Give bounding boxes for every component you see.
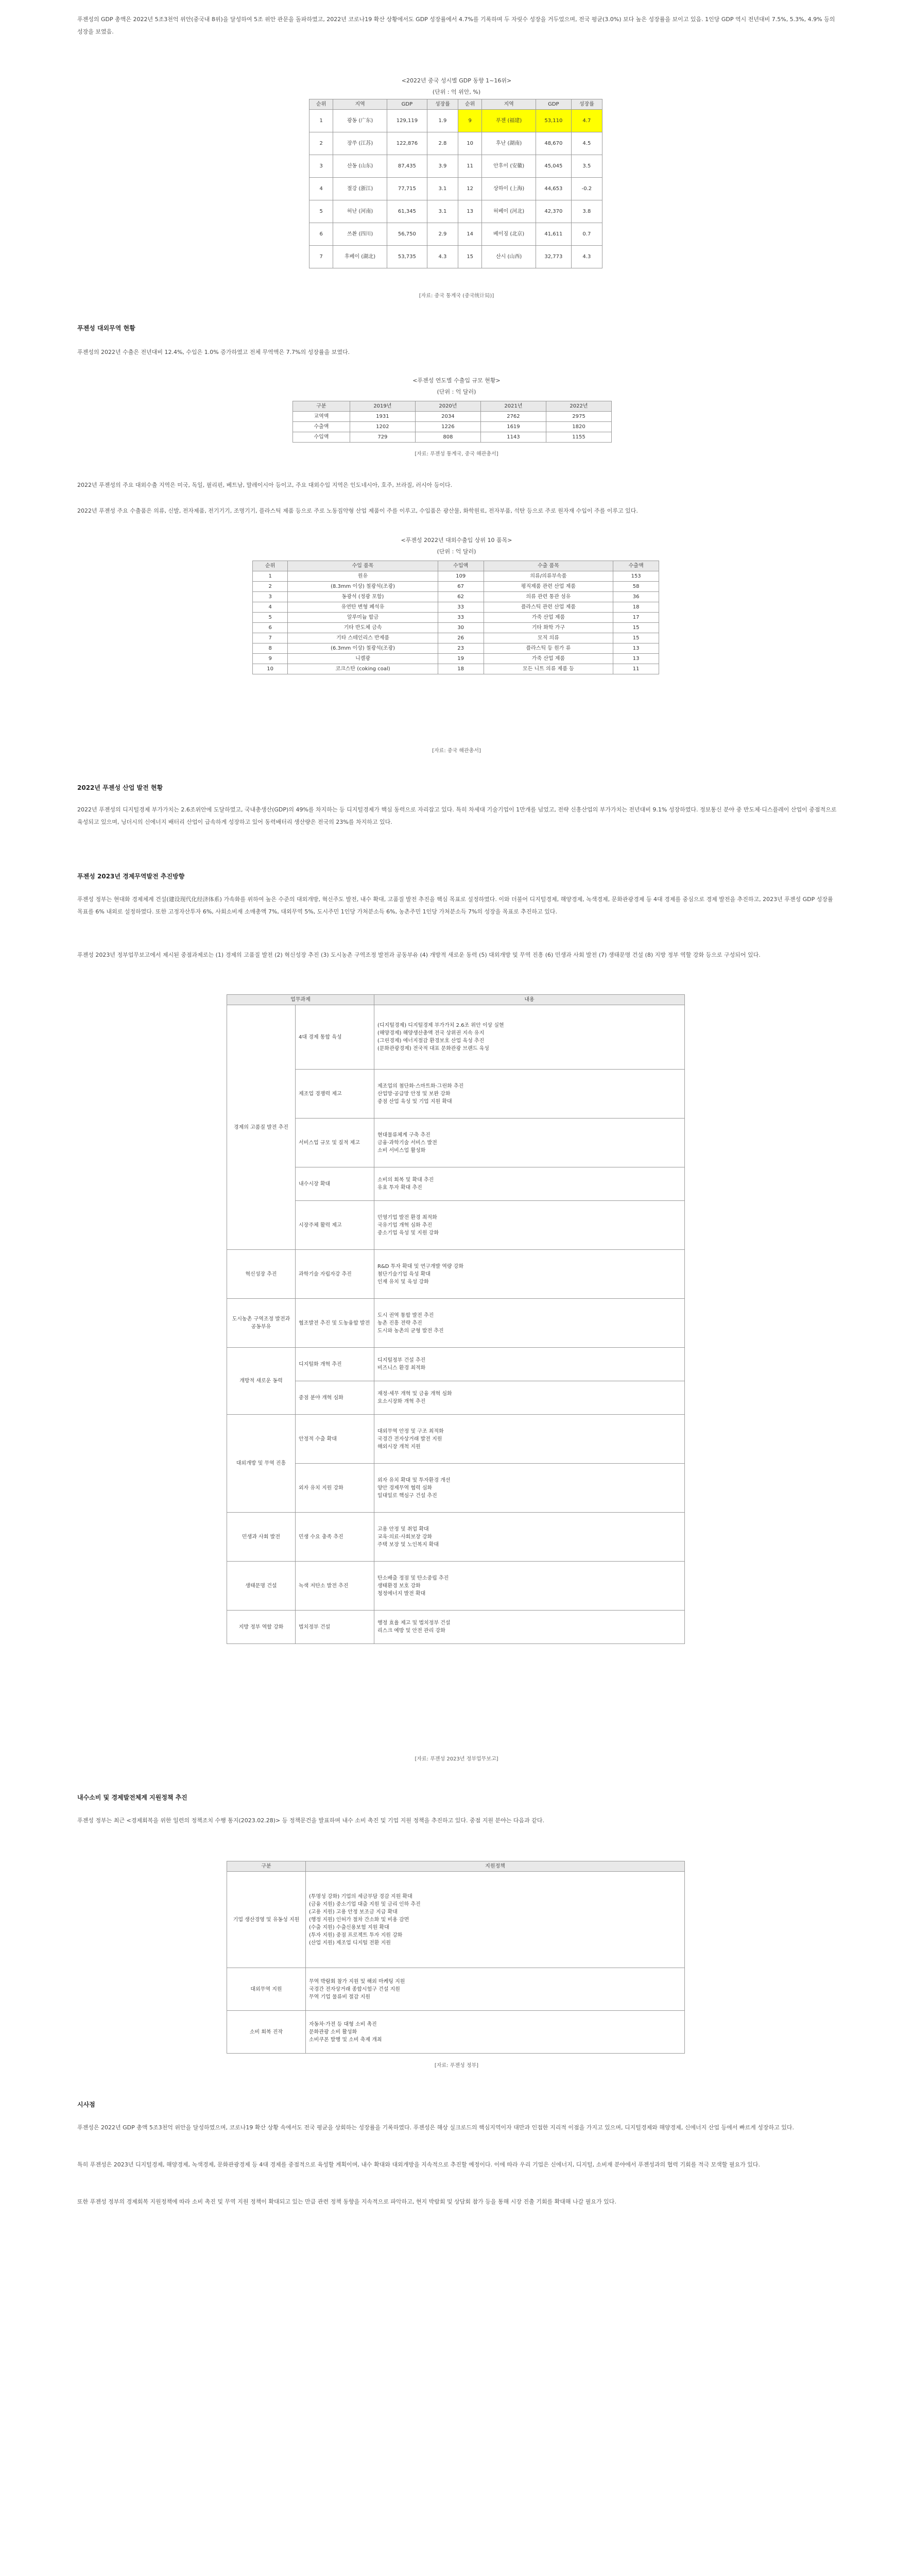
plan-table [227, 994, 685, 1644]
table-cell: 109 [438, 571, 484, 582]
table-cell: 8 [253, 643, 288, 654]
column-header: 지역 [482, 99, 536, 110]
plan-subcategory: 협조발전 추진 및 도농융합 발전 [296, 1299, 374, 1348]
plan-content: 제조업의 첨단화·스마트화·그린화 추진 산업망·공급망 안정 및 보완 강화 중점 산업 육성 및 기업 지원 확대 [374, 1070, 685, 1118]
table-row [227, 1005, 685, 1070]
implications-heading: 시사점 [77, 2101, 95, 2108]
column-header: 순위 [458, 99, 482, 110]
plan-subcategory: 과학기술 자립자강 추진 [296, 1250, 374, 1299]
table-row [227, 1513, 685, 1562]
table-cell: 1820 [546, 422, 611, 432]
plan-subcategory: 제조업 경쟁력 제고 [296, 1070, 374, 1118]
trade-table-caption: <푸젠성 연도별 수출입 규모 현황> [412, 377, 501, 384]
table-cell: 산동 (山东) [333, 155, 387, 178]
table-cell: 15 [458, 246, 482, 268]
table-cell: 안후이 (安徽) [482, 155, 536, 178]
table-row [227, 1415, 685, 1464]
column-header: 2021년 [480, 401, 546, 412]
table-cell: 2.8 [427, 132, 458, 155]
trade-table-source: [자료: 푸젠성 통계국, 중국 해관총서] [415, 451, 498, 457]
table-cell: 수입액 [293, 432, 350, 443]
table-cell: 9 [253, 654, 288, 664]
table-cell: 17 [613, 613, 659, 623]
column-header: 업무과제 [227, 995, 374, 1005]
table-cell: 산시 (山西) [482, 246, 536, 268]
table-cell: 14 [458, 223, 482, 246]
table-row [309, 246, 602, 268]
table-row [227, 1201, 685, 1250]
table-row [227, 1299, 685, 1348]
table-cell: 동광석 (정광 포함) [288, 592, 438, 602]
plan-table-source: [자료: 푸젠성 2023년 정부업무보고] [415, 1756, 498, 1762]
table-row [253, 633, 659, 643]
gdp-table [309, 99, 602, 268]
table-cell: 4 [309, 178, 333, 200]
column-header: 구분 [293, 401, 350, 412]
plan-content: 대외무역 안정 및 구조 최적화 국경간 전자상거래 발전 지원 해외시장 개척 지원 [374, 1415, 685, 1464]
trade-paragraph-2: 2022년 푸젠성의 주요 대외수출 지역은 미국, 독일, 필리핀, 베트남, 말레이시아 등이고, 주요 대외수입 지역은 인도네시아, 호주, 브라질, 러시아 등이다. [77, 482, 453, 488]
table-cell: 4.7 [571, 110, 602, 132]
table-cell: 3.1 [427, 178, 458, 200]
table-row [253, 613, 659, 623]
table-cell: 모직 의류 [484, 633, 613, 643]
policy-paragraph: 푸젠성 정부는 최근 <경제회복을 위한 일련의 정책조치 수행 통지(2023.02.28)> 등 정책문건을 발표하며 내수 소비 촉진 및 기업 지원 정책을 추진하고 있다. 중점 지원 분야는 다음과 같다. [77, 1817, 544, 1824]
plan-category: 생태문명 건설 [227, 1562, 296, 1611]
table-cell: 26 [438, 633, 484, 643]
table-row [227, 1872, 685, 1968]
table-row [253, 664, 659, 674]
table-row [309, 178, 602, 200]
table-row [227, 1070, 685, 1118]
table-cell: 1202 [350, 422, 415, 432]
column-header: 수입액 [438, 561, 484, 571]
plan-heading: 푸젠성 2023년 경제무역발전 추진방향 [77, 873, 185, 880]
plan-category: 도시농촌 구역조정 발전과 공동부유 [227, 1299, 296, 1348]
table-cell: 푸젠 (福建) [482, 110, 536, 132]
plan-paragraph-2: 푸젠성 2023년 정부업무보고에서 제시된 중점과제로는 (1) 경제의 고품질 발전 (2) 혁신성장 추진 (3) 도시농촌 구역조정 발전과 공동부유 (4) 개방적 새로운 동력 (5) 대외개방 및 무역 진흥 (6) 민생과 사회 발전 (7) 생태문명 건설 (8) 지방 정부 역할 강화 등으로 구성되어 있다. [77, 952, 761, 958]
table-cell: (6.3mm 이상) 철광석(조광) [288, 643, 438, 654]
table-cell: 13 [613, 654, 659, 664]
table-row [227, 1250, 685, 1299]
table-cell: 122,876 [387, 132, 427, 155]
table-cell: 4 [253, 602, 288, 613]
table-cell: 1226 [415, 422, 480, 432]
table-cell: 기타 화학 가구 [484, 623, 613, 633]
table-cell: 53,110 [536, 110, 571, 132]
table-cell: 허난 (河南) [333, 200, 387, 223]
table-cell: 2975 [546, 412, 611, 422]
table-cell: 19 [438, 654, 484, 664]
table-cell: 56,750 [387, 223, 427, 246]
plan-content: 외자 유치 확대 및 투자환경 개선 양안 경제무역 협력 심화 일대일로 핵심구 건설 추진 [374, 1464, 685, 1513]
items-table-caption: <푸젠성 2022년 대외수출입 상위 10 품목> [401, 537, 512, 544]
table-row [293, 412, 612, 422]
table-cell: 45,045 [536, 155, 571, 178]
gdp-table-source: [자료: 중국 통계국 (중국统计局)] [419, 293, 494, 299]
table-cell: 3.1 [427, 200, 458, 223]
table-cell: 의류 관련 통관 섬유 [484, 592, 613, 602]
table-cell: 허베이 (河北) [482, 200, 536, 223]
table-cell: 수출액 [293, 422, 350, 432]
plan-content: 도시 권역 통합 발전 추진 농촌 진흥 전략 추진 도시와 농촌의 균형 발전 추진 [374, 1299, 685, 1348]
policy-content: 자동차·가전 등 대형 소비 촉진 문화관광 소비 활성화 소비쿠폰 발행 및 소비 축제 개최 [306, 2011, 685, 2054]
table-cell: 의류/의류부속품 [484, 571, 613, 582]
plan-category: 경제의 고품질 발전 추진 [227, 1005, 296, 1250]
table-cell: 베이징 (北京) [482, 223, 536, 246]
plan-subcategory: 법치정부 건설 [296, 1611, 374, 1644]
table-row [309, 155, 602, 178]
plan-content: 디지털정부 건설 추진 비즈니스 환경 최적화 [374, 1348, 685, 1381]
plan-subcategory: 중점 분야 개혁 심화 [296, 1381, 374, 1415]
table-cell: 장쑤 (江苏) [333, 132, 387, 155]
table-row [309, 110, 602, 132]
table-cell: 53,735 [387, 246, 427, 268]
table-cell: 기타 스테인리스 반제품 [288, 633, 438, 643]
plan-subcategory: 서비스업 규모 및 질적 제고 [296, 1118, 374, 1167]
table-cell: 2 [309, 132, 333, 155]
table-cell: 1155 [546, 432, 611, 443]
table-cell: 가죽 산업 제품 [484, 654, 613, 664]
trade-paragraph-1: 푸젠성의 2022년 수출은 전년대비 12.4%, 수입은 1.0% 증가하였고 전체 무역액은 7.7%의 성장률을 보였다. [77, 349, 350, 355]
table-row [227, 1464, 685, 1513]
table-cell: 23 [438, 643, 484, 654]
table-cell: 15 [613, 633, 659, 643]
plan-content: R&D 투자 확대 및 연구개발 역량 강화 첨단기술기업 육성 확대 인재 유치 및 육성 강화 [374, 1250, 685, 1299]
plan-subcategory: 4대 경제 통합 육성 [296, 1005, 374, 1070]
table-cell: 가죽 산업 제품 [484, 613, 613, 623]
table-row [227, 2011, 685, 2054]
gdp-table-caption: <2022년 중국 성시별 GDP 동향 1~16위> [401, 77, 512, 84]
table-row [227, 1348, 685, 1381]
table-cell: 18 [438, 664, 484, 674]
trade-paragraph-3: 2022년 푸젠성 주요 수출품은 의류, 신발, 전자제품, 전기기기, 조명기기, 플라스틱 제품 등으로 주로 노동집약형 산업 제품이 주를 이루고, 수입품은 광산물, 화학원료, 전자부품, 석탄 등으로 주로 원자재 수입이 주를 이루고 있다. [77, 507, 638, 514]
table-cell: 5 [253, 613, 288, 623]
table-row [227, 1118, 685, 1167]
table-cell: 광동 (广东) [333, 110, 387, 132]
table-row [227, 1562, 685, 1611]
table-cell: (8.3mm 이상) 철광석(조광) [288, 582, 438, 592]
table-cell: 교역액 [293, 412, 350, 422]
table-row [293, 432, 612, 443]
table-row [309, 200, 602, 223]
gdp-table-unit: (단위 : 억 위안, %) [432, 89, 481, 95]
table-cell: 13 [613, 643, 659, 654]
column-header: 순위 [253, 561, 288, 571]
table-cell: 2762 [480, 412, 546, 422]
policy-content: 무역 박람회 참가 지원 및 해외 마케팅 지원 국경간 전자상거래 종합시험구 건설 지원 무역 기업 물류비 절감 지원 [306, 1968, 685, 2011]
table-cell: 2.9 [427, 223, 458, 246]
table-cell: 7 [309, 246, 333, 268]
industry-paragraph: 2022년 푸젠성의 디지털경제 부가가치는 2.6조위안에 도달하였고, 국내총생산(GDP)의 49%를 차지하는 등 디지털경제가 핵심 동력으로 자리잡고 있다. 특히 차세대 기술기업이 1만개를 넘었고, 전략 신흥산업의 부가가치는 전년대비 9.1% 성장하였다. 정보통신 분야 중 반도체·디스플레이 산업이 중점적으로 육성되고 있으며, 닝더시의 신에너지 배터리 산업이 급속하게 성장하고 있어 동력배터리 생산량은 전국의 23%를 차지하고 있다. [77, 806, 837, 825]
table-cell: 1.9 [427, 110, 458, 132]
column-header: 2019년 [350, 401, 415, 412]
table-row [253, 623, 659, 633]
plan-content: 고용 안정 및 취업 확대 교육·의료·사회보장 강화 주택 보장 및 노인복지 확대 [374, 1513, 685, 1562]
table-cell: 58 [613, 582, 659, 592]
table-row [253, 571, 659, 582]
items-table-source: [자료: 중국 해관총서] [432, 748, 481, 754]
table-cell: 3.9 [427, 155, 458, 178]
table-cell: 5 [309, 200, 333, 223]
plan-subcategory: 내수시장 확대 [296, 1167, 374, 1201]
table-cell: 1143 [480, 432, 546, 443]
plan-subcategory: 민생 수요 충족 추진 [296, 1513, 374, 1562]
plan-content: (디지털경제) 디지털경제 부가가치 2.6조 위안 이상 실현 (해양경제) 해양생산총액 전국 상위권 지속 유지 (그린경제) 에너지절감 환경보호 산업 육성 추진 (문화관광경제) 전국적 대표 문화관광 브랜드 육성 [374, 1005, 685, 1070]
column-header: 지역 [333, 99, 387, 110]
table-cell: 77,715 [387, 178, 427, 200]
plan-paragraph-1: 푸젠성 정부는 현대화 경제체계 건설(建设现代化经济体系) 가속화를 위하여 높은 수준의 대외개방, 혁신주도 발전, 내수 확대, 고품질 발전 추진을 핵심 목표로 설정하였다. 이와 더불어 디지털경제, 해양경제, 녹색경제, 문화관광경제 등 4대 경제를 중심으로 경제 발전을 추진하고, 2023년 푸젠성 GDP 성장률 목표를 6% 내외로 설정하였다. 또한 고정자산투자 6%, 사회소비재 소매총액 7%, 대외무역 5%, 도시주민 1인당 가처분소득 6%, 농촌주민 1인당 가처분소득 7%의 성장을 목표로 추진하고 있다. [77, 896, 833, 915]
table-cell: 15 [613, 623, 659, 633]
table-cell: 48,670 [536, 132, 571, 155]
trade-heading: 푸젠성 대외무역 현황 [77, 325, 135, 332]
table-cell: 33 [438, 613, 484, 623]
table-cell: 3.5 [571, 155, 602, 178]
table-cell: 상하이 (上海) [482, 178, 536, 200]
table-row [227, 1381, 685, 1415]
table-cell: 0.7 [571, 223, 602, 246]
table-cell: 36 [613, 592, 659, 602]
table-cell: 절강 (浙江) [333, 178, 387, 200]
policy-content: (투명성 강화) 기업의 세금부담 경감 지원 확대 (금융 지원) 중소기업 대출 지원 및 금리 인하 추진 (고용 지원) 고용 안정 보조금 지급 확대 (행정 지원) 인허가 절차 간소화 및 비용 감면 (수출 지원) 수출신용보험 지원 확대 (투자 지원) 중점 프로젝트 투자 지원 강화 (산업 지원) 제조업 디지털 전환 지원 [306, 1872, 685, 1968]
table-cell: 1619 [480, 422, 546, 432]
table-cell: 3 [253, 592, 288, 602]
table-cell: 42,370 [536, 200, 571, 223]
plan-subcategory: 디지털화 개혁 추진 [296, 1348, 374, 1381]
table-cell: 87,435 [387, 155, 427, 178]
table-cell: 모든 니트 의류 제품 등 [484, 664, 613, 674]
table-cell: 코크스탄 (coking coal) [288, 664, 438, 674]
plan-subcategory: 시장주체 활력 제고 [296, 1201, 374, 1250]
table-cell: 62 [438, 592, 484, 602]
table-cell: 11 [458, 155, 482, 178]
table-cell: 원유 [288, 571, 438, 582]
policy-heading: 내수소비 및 경제발전체계 지원정책 추진 [77, 1794, 187, 1801]
table-cell: 기타 반도체 금속 [288, 623, 438, 633]
column-header: 수입 품목 [288, 561, 438, 571]
table-cell: 9 [458, 110, 482, 132]
column-header: 성장률 [571, 99, 602, 110]
plan-content: 탄소배출 정점 및 탄소중립 추진 생태환경 보호 강화 청정에너지 발전 확대 [374, 1562, 685, 1611]
table-cell: 3 [309, 155, 333, 178]
plan-subcategory: 녹색 저탄소 발전 추진 [296, 1562, 374, 1611]
plan-content: 행정 효율 제고 및 법치정부 건설 리스크 예방 및 안전 관리 강화 [374, 1611, 685, 1644]
plan-category: 지방 정부 역할 강화 [227, 1611, 296, 1644]
column-header: 내용 [374, 995, 685, 1005]
table-cell: 2034 [415, 412, 480, 422]
table-cell: 4.3 [427, 246, 458, 268]
policy-category: 대외무역 지원 [227, 1968, 306, 2011]
table-cell: 13 [458, 200, 482, 223]
table-cell: 129,119 [387, 110, 427, 132]
table-cell: 2 [253, 582, 288, 592]
plan-content: 소비의 회복 및 확대 추진 유효 투자 확대 추진 [374, 1167, 685, 1201]
plan-content: 현대물류체계 구축 추진 금융·과학기술 서비스 발전 소비 서비스업 활성화 [374, 1118, 685, 1167]
table-cell: 플라스틱 관련 산업 제품 [484, 602, 613, 613]
table-cell: 67 [438, 582, 484, 592]
table-cell: 7 [253, 633, 288, 643]
column-header: 수출 품목 [484, 561, 613, 571]
table-cell: 평직제품 관련 산업 제품 [484, 582, 613, 592]
table-cell: 61,345 [387, 200, 427, 223]
table-cell: 6 [309, 223, 333, 246]
table-cell: 4.5 [571, 132, 602, 155]
table-cell: 10 [253, 664, 288, 674]
table-cell: 1 [253, 571, 288, 582]
table-cell: 44,653 [536, 178, 571, 200]
plan-content: 민영기업 발전 환경 최적화 국유기업 개혁 심화 추진 중소기업 육성 및 지원 강화 [374, 1201, 685, 1250]
implications-paragraph-1: 푸젠성은 2022년 GDP 총액 5조3천억 위안을 달성하였으며, 코로나19 확산 상황 속에서도 전국 평균을 상회하는 성장률을 기록하였다. 푸젠성은 해상 실크로드의 핵심지역이자 대만과 인접한 지리적 이점을 가지고 있으며, 디지털경제와 해양경제, 신에너지 산업 등에서 빠르게 성장하고 있다. [77, 2124, 794, 2131]
table-cell: 4.3 [571, 246, 602, 268]
table-row [253, 602, 659, 613]
table-row [253, 643, 659, 654]
table-row [293, 422, 612, 432]
policy-table [227, 1861, 685, 2054]
trade-table [292, 401, 612, 443]
table-row [227, 1968, 685, 2011]
column-header: 2020년 [415, 401, 480, 412]
items-table-unit: (단위 : 억 달러) [437, 548, 476, 555]
table-cell: 1931 [350, 412, 415, 422]
policy-category: 기업 생산경영 및 유동성 지원 [227, 1872, 306, 1968]
table-cell: 30 [438, 623, 484, 633]
table-cell: 32,773 [536, 246, 571, 268]
plan-category: 혁신성장 추진 [227, 1250, 296, 1299]
plan-category: 개방적 새로운 동력 [227, 1348, 296, 1415]
items-table [252, 561, 659, 674]
table-cell: 3.8 [571, 200, 602, 223]
table-cell: 플라스틱 등 원가 류 [484, 643, 613, 654]
table-cell: 후베이 (湖北) [333, 246, 387, 268]
column-header: 수출액 [613, 561, 659, 571]
column-header: 성장률 [427, 99, 458, 110]
column-header: 구분 [227, 1861, 306, 1872]
table-row [227, 1611, 685, 1644]
intro-paragraph: 푸젠성의 GDP 총액은 2022년 5조3천억 위안(중국내 8위)을 달성하여 5조 위안 관문을 돌파하였고, 2022년 코로나19 확산 상황에서도 GDP 성장률에서 4.7%를 기록하며 두 자릿수 성장을 거두었으며, 전국 평균(3.0%) 보다 높은 성장률을 보이고 있음. 1인당 GDP 역시 전년대비 7.5%, 5.3%, 4.9% 등의 성장을 보였음. [77, 16, 835, 35]
column-header: 2022년 [546, 401, 611, 412]
table-cell: 6 [253, 623, 288, 633]
table-row [253, 654, 659, 664]
table-cell: 153 [613, 571, 659, 582]
table-cell: 1 [309, 110, 333, 132]
table-row [309, 132, 602, 155]
plan-subcategory: 안정적 수출 확대 [296, 1415, 374, 1464]
table-row [253, 582, 659, 592]
policy-category: 소비 회복 진작 [227, 2011, 306, 2054]
table-row [253, 592, 659, 602]
implications-paragraph-2: 특히 푸젠성은 2023년 디지털경제, 해양경제, 녹색경제, 문화관광경제 등 4대 경제를 중점적으로 육성할 계획이며, 내수 확대와 대외개방을 지속적으로 추진할 예정이다. 이에 따라 우리 기업은 신에너지, 디지털, 소비재 분야에서 푸젠성과의 협력 기회를 적극 모색할 필요가 있다. [77, 2161, 760, 2168]
column-header: GDP [387, 99, 427, 110]
table-row [309, 223, 602, 246]
plan-category: 민생과 사회 발전 [227, 1513, 296, 1562]
column-header: 순위 [309, 99, 333, 110]
implications-paragraph-3: 또한 푸젠성 정부의 경제회복 지원정책에 따라 소비 촉진 및 무역 지원 정책이 확대되고 있는 만큼 관련 정책 동향을 지속적으로 파악하고, 현지 박람회 및 상담회 참가 등을 통해 시장 진출 기회를 확대해 나갈 필요가 있다. [77, 2198, 616, 2205]
table-cell: 729 [350, 432, 415, 443]
table-cell: 쓰촨 (四川) [333, 223, 387, 246]
table-cell: 유연탄 변형 폐석유 [288, 602, 438, 613]
table-cell: 12 [458, 178, 482, 200]
table-cell: 11 [613, 664, 659, 674]
table-cell: 33 [438, 602, 484, 613]
policy-table-source: [자료: 푸젠성 정부] [434, 2063, 479, 2069]
column-header: 지원정책 [306, 1861, 685, 1872]
plan-content: 재정·세무 개혁 및 금융 개혁 심화 요소시장화 개혁 추진 [374, 1381, 685, 1415]
plan-subcategory: 외자 유치 지원 강화 [296, 1464, 374, 1513]
table-cell: -0.2 [571, 178, 602, 200]
table-cell: 10 [458, 132, 482, 155]
table-row [227, 1167, 685, 1201]
table-cell: 808 [415, 432, 480, 443]
industry-heading: 2022년 푸젠성 산업 발전 현황 [77, 784, 163, 791]
plan-category: 대외개방 및 무역 진흥 [227, 1415, 296, 1513]
table-cell: 18 [613, 602, 659, 613]
table-cell: 알루미늄 합금 [288, 613, 438, 623]
column-header: GDP [536, 99, 571, 110]
trade-table-unit: (단위 : 억 달러) [437, 388, 476, 395]
table-cell: 니켈광 [288, 654, 438, 664]
table-cell: 41,611 [536, 223, 571, 246]
table-cell: 후난 (湖南) [482, 132, 536, 155]
